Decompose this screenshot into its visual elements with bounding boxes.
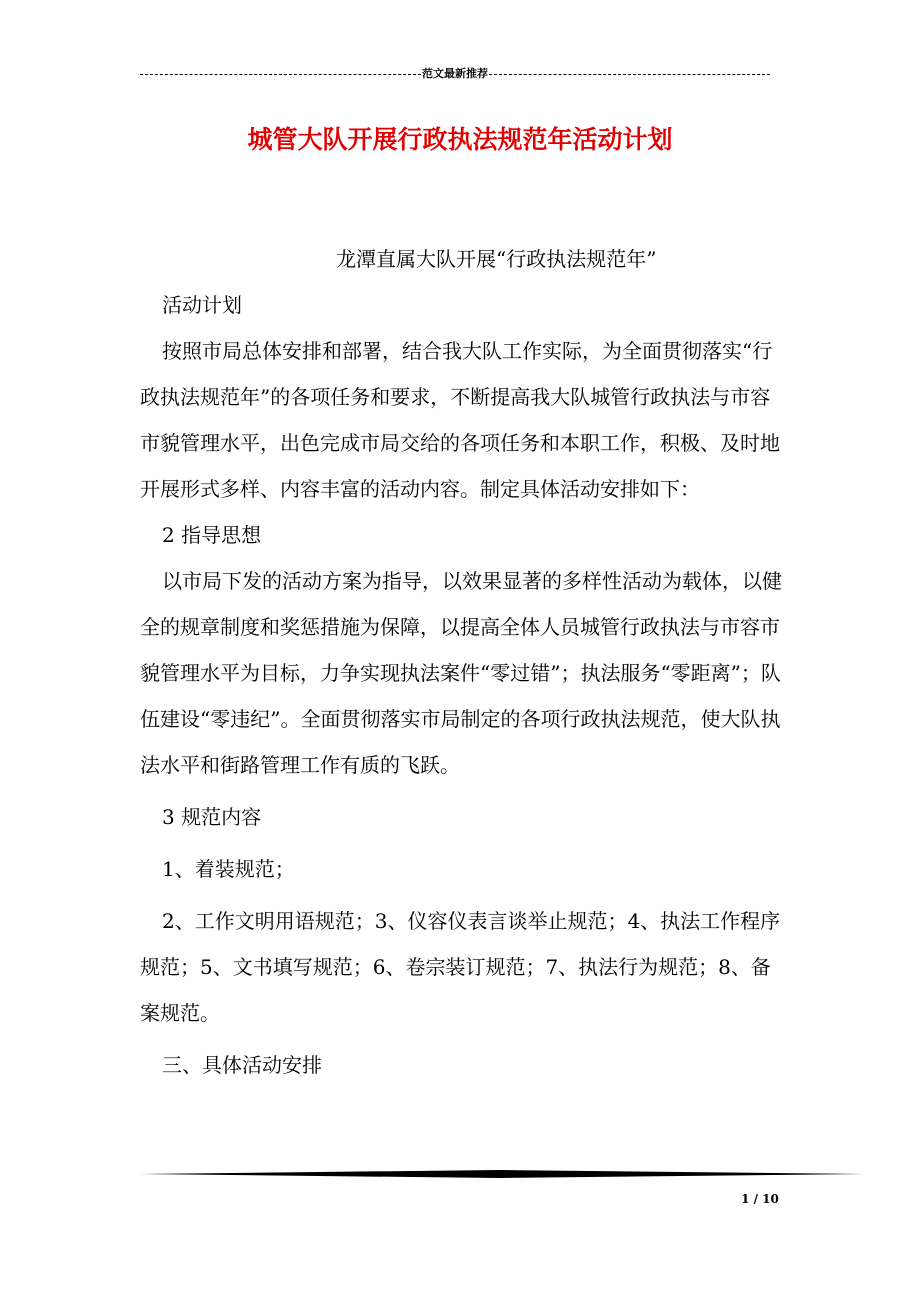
page-number: 1 / 10 — [741, 1192, 779, 1206]
section-heading-standards: 3 规范内容 — [162, 805, 262, 829]
section-heading-guiding-ideology: 2 指导思想 — [162, 523, 262, 547]
section-heading-activities: 三、具体活动安排 — [162, 1053, 322, 1077]
header-dash-right — [489, 74, 770, 75]
standards-item-1: 1、着装规范； — [162, 857, 295, 881]
header-dash-left — [140, 74, 421, 75]
standards-items-list: 2、工作文明用语规范；3、仪容仪表言谈举止规范；4、执法工作程序规范；5、文书填写规范；6、卷宗装订规范；7、执法行为规范；8、备案规范。 — [140, 909, 781, 1025]
guiding-ideology-paragraph: 以市局下发的活动方案为指导，以效果显著的多样性活动为载体，以健全的规章制度和奖惩措施为保障，以提高全体人员城管行政执法与市容市貌管理水平为目标，力争实现执法案件“零过错”；执法服务“零距离”；队伍建设“零违纪”。全面贯彻落实市局制定的各项行政执法规范，使大队执法水平和街路管理工作有质的飞跃。 — [140, 569, 782, 777]
header-label: 范文最新推荐 — [422, 67, 488, 80]
header-banner — [140, 66, 770, 82]
document-body — [140, 236, 785, 1088]
intro-paragraph: 按照市局总体安排和部署，结合我大队工作实际，为全面贯彻落实“行政执法规范年”的各项任务和要求，不断提高我大队城管行政执法与市容市貌管理水平，出色完成市局交给的各项任务和本职工作，积极、及时地开展形式多样、内容丰富的活动内容。制定具体活动安排如下： — [140, 339, 780, 501]
footer-rule — [140, 1170, 865, 1178]
subtitle-continuation: 活动计划 — [162, 293, 242, 317]
subtitle-line: 龙潭直属大队开展“行政执法规范年” — [336, 247, 657, 271]
document-title: 城管大队开展行政执法规范年活动计划 — [247, 125, 673, 154]
